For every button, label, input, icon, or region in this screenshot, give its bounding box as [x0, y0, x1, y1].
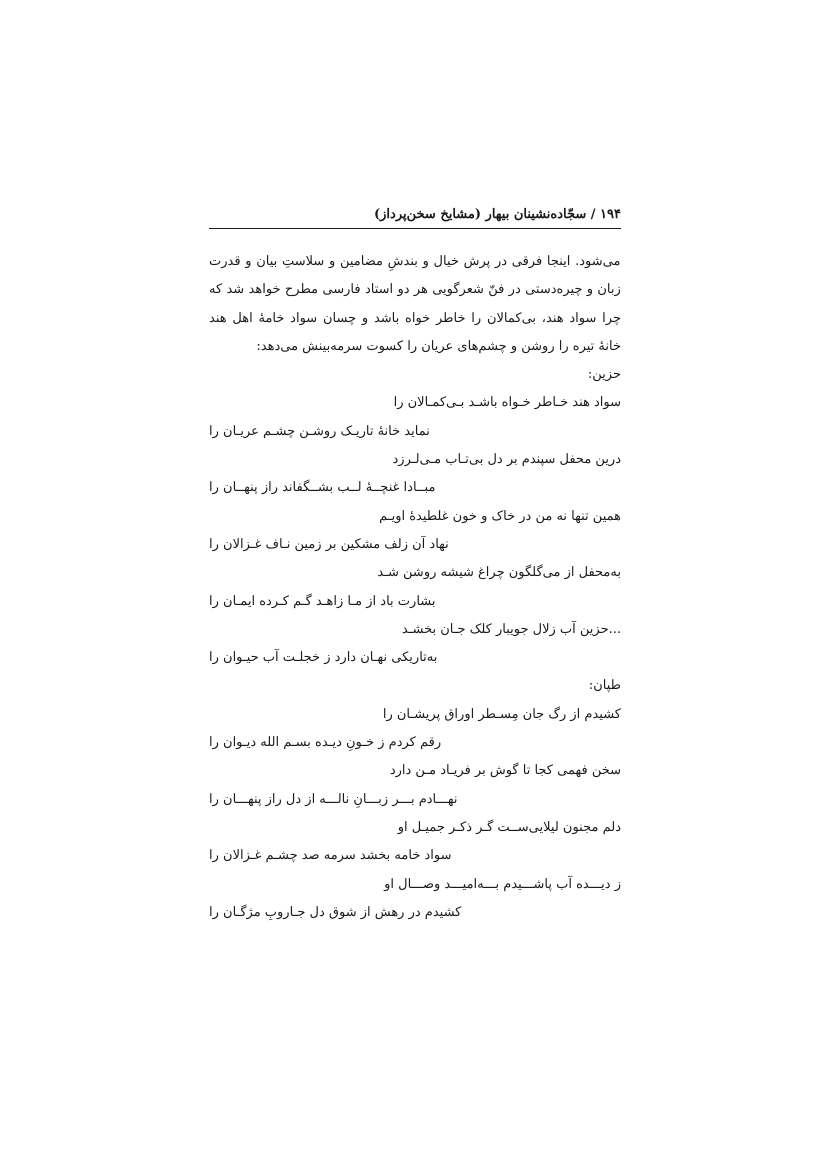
intro-line: زبان و چیره‌دستی در فنّ شعرگویی هر دو استاد فارسی مطرح خواهد شد که: [209, 282, 621, 298]
verse-line: بشارت باد از مـا زاهـد گـم کـرده ایمـان را: [209, 593, 436, 609]
verse-line: کشیدم از رگ جان مِسـطر اوراق پریشـان را: [382, 706, 621, 722]
verse-line: سواد خامه بخشد سرمه صد چشـم غـزالان را: [209, 848, 452, 864]
running-head: ۱۹۴ / سجّاده‌نشینان بیهار (مشایخ سخن‌پرداز): [374, 207, 621, 222]
verse-line: دلم مجنون لیلایی‌ســت گـر ذکـر جمیـل او: [397, 819, 621, 835]
verse-line: نماید خانهٔ تاریـک روشـن چشـم عریـان را: [209, 423, 430, 439]
verse-line: مبــادا غنچــهٔ لــب بشــگفاند راز پنهــان را: [209, 480, 436, 496]
poet-name-hazin: حزین:: [587, 367, 621, 383]
intro-line: چرا سواد هند، بی‌کمالان را خاطر خواه باشد و چسان سواد خامهٔ اهل هند خانهٔ: [209, 310, 621, 354]
verse-line: ز دیـــده آب پاشـــیدم بـــه‌امیـــد وصـــال او: [384, 876, 621, 892]
verse-line: رقم کردم ز خـونِ دیـده بسـم الله دیـوان را: [209, 735, 442, 751]
verse-line: نهاد آن زلف مشکین بر زمین نـاف غـزالان را: [209, 536, 449, 552]
verse-line: همین تنها نه من در خاک و خون غلطیدهٔ اویـم: [379, 508, 621, 524]
verse-line: ...حزین آب زلال جویبار کلک جـان بخشـد: [401, 621, 621, 637]
verse-line: به‌تاریکی نهـان دارد ز خجلـت آب حیـوان را: [209, 650, 438, 666]
verse-line: سواد هند خـاطر خـواه باشـد بـی‌کمـالان را: [393, 395, 621, 411]
poet-name-tapan: طپان:: [588, 678, 621, 694]
intro-line: می‌شود. اینجا فرقی در پرش خیال و بندشِ مضامین و سلاستِ بیان و قدرت: [209, 254, 621, 269]
verse-line: سخن فهمی کجا تا گوش بر فریـاد مـن دارد: [389, 763, 621, 779]
verse-line: کشیدم در رهش از شوق دل جـاروبِ مژگـان را: [209, 904, 462, 920]
verse-line: به‌محفل از می‌گلگون چراغ شیشه روشن شـد: [377, 565, 621, 581]
header-rule: [209, 228, 621, 229]
intro-paragraph: [209, 248, 621, 361]
verse-line: نهـــادم بـــر زبـــانِ نالـــه از دل راز پنهـــان را: [209, 791, 458, 807]
verse-line: درین محفل سپندم بر دل بی‌تـاب مـی‌لـرزد: [392, 452, 621, 468]
page-body: [209, 248, 621, 927]
intro-line: تیره را روشن و چشم‌های عریان را کسوت سرمه‌بینش می‌دهد:: [256, 338, 595, 354]
